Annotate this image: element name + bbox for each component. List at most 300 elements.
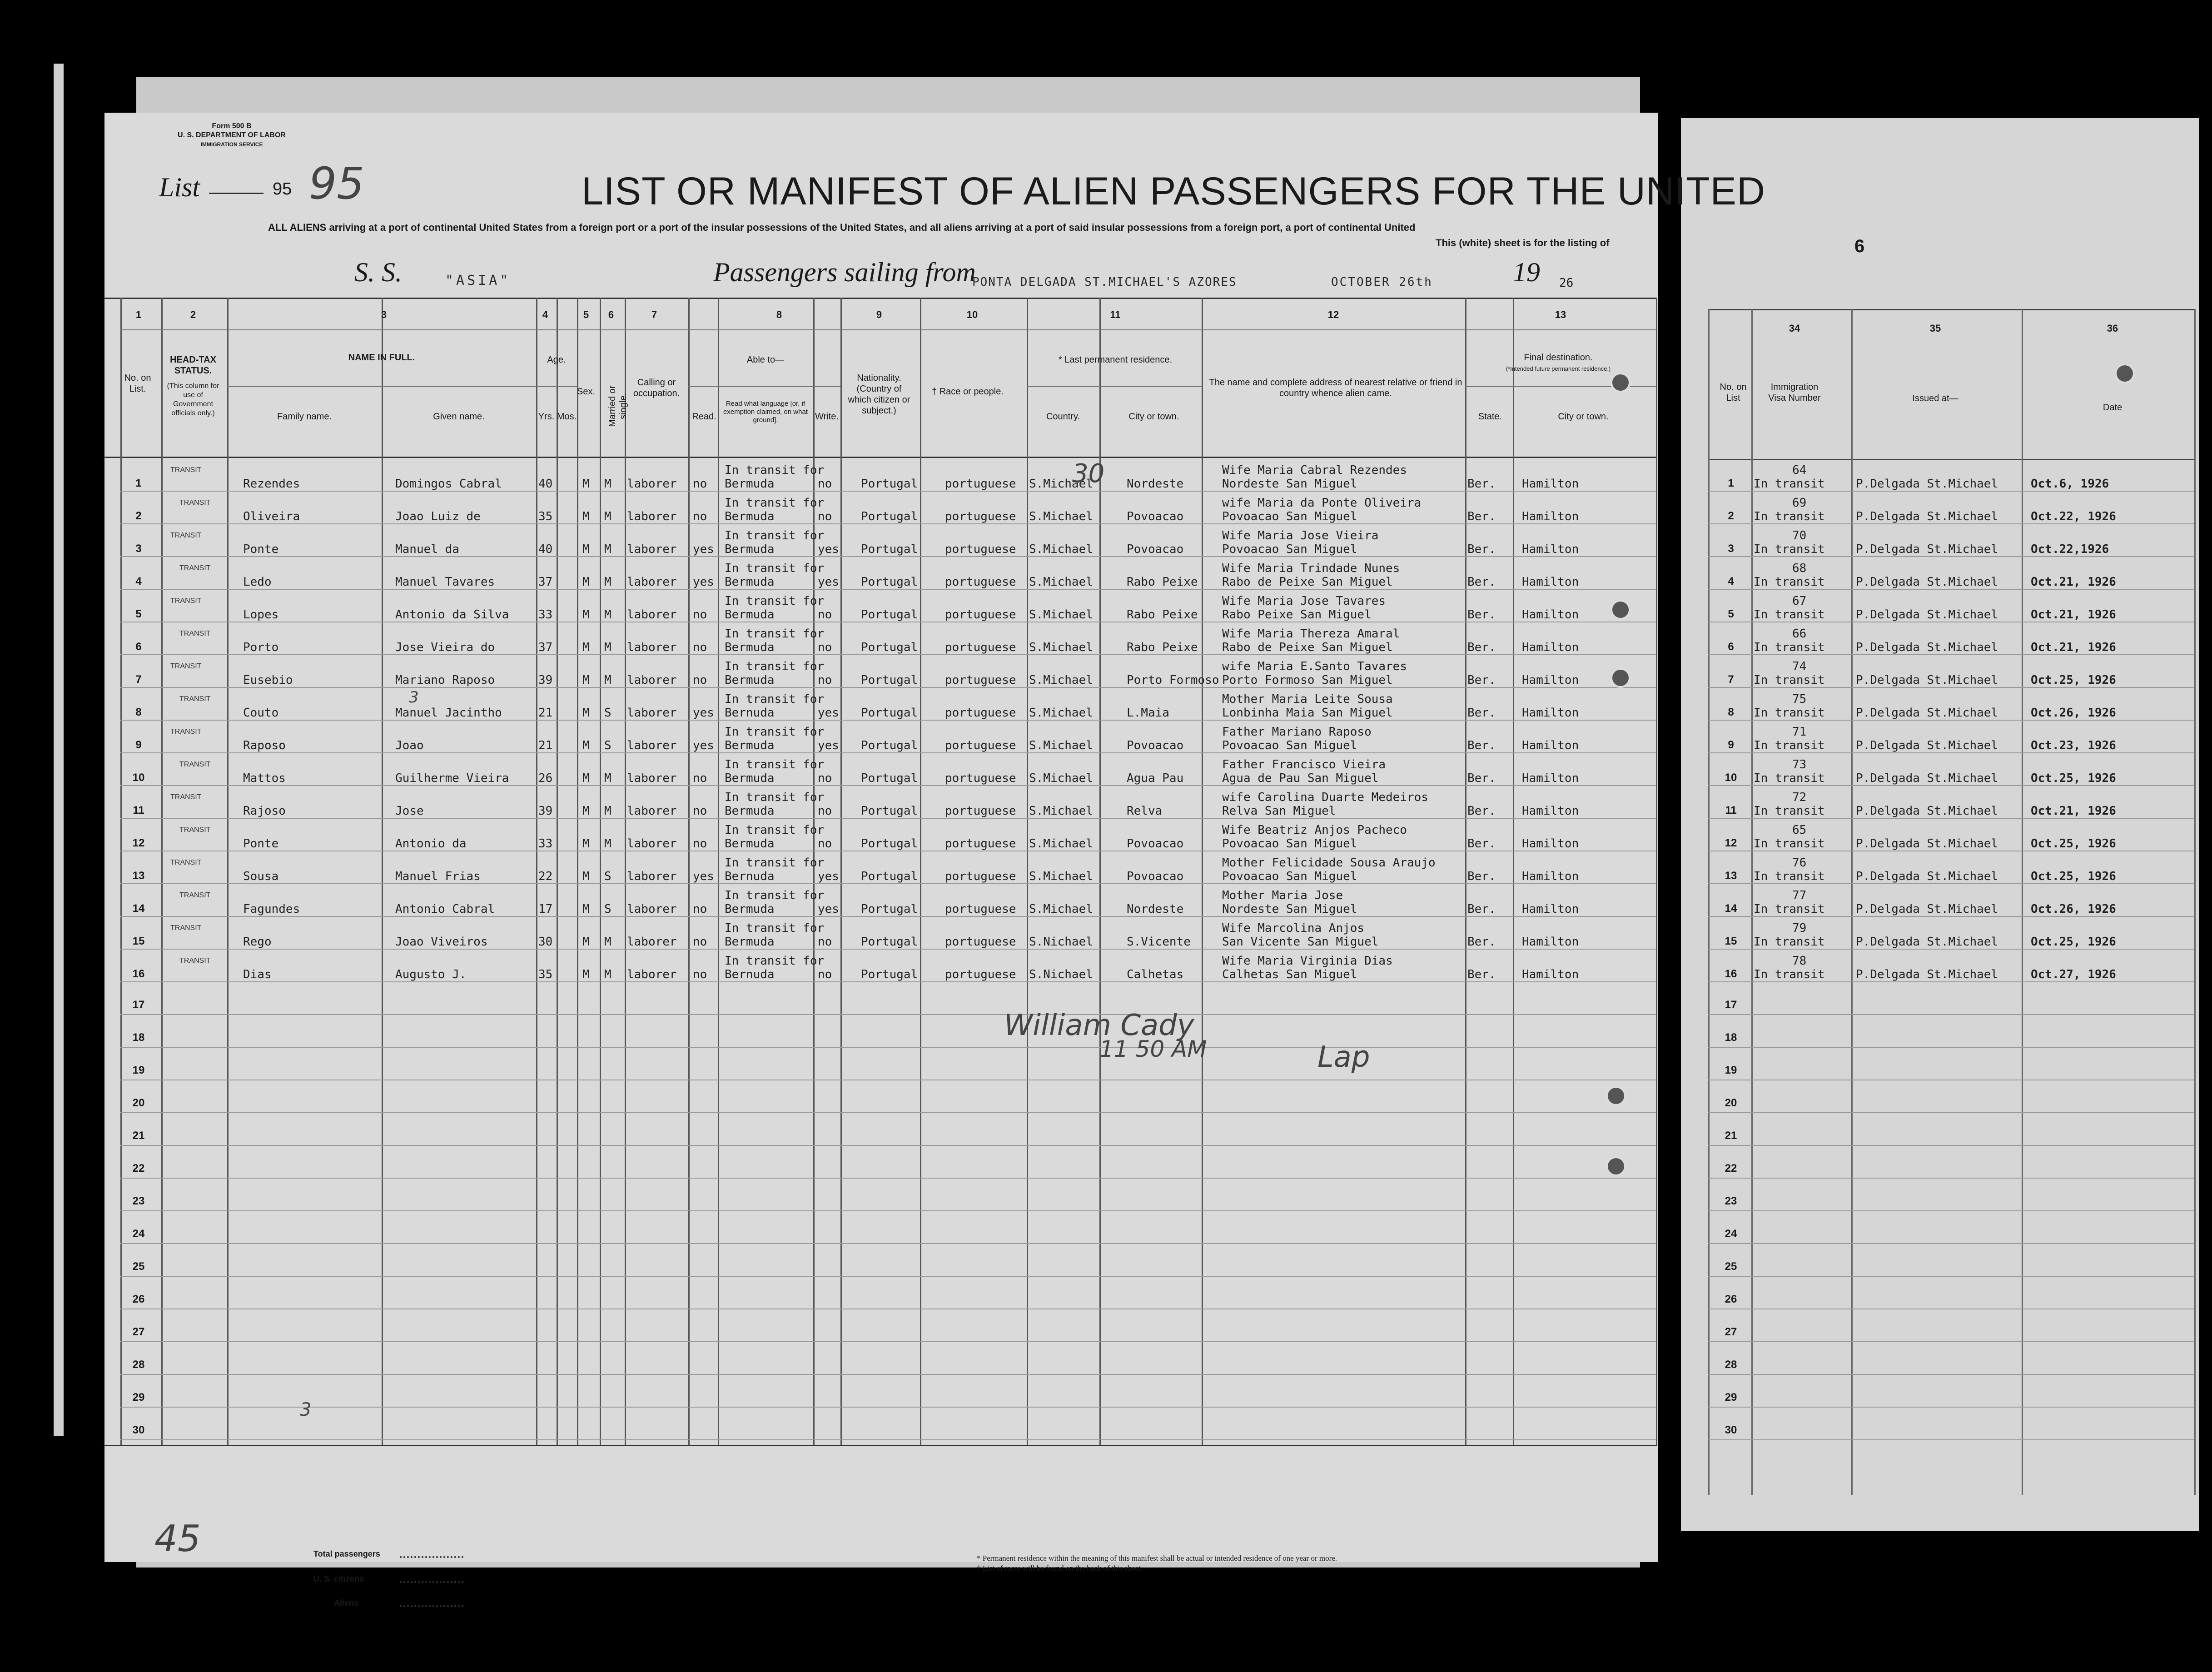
- row-rule: [120, 556, 1656, 557]
- residence-city: Calhetas: [1127, 968, 1184, 981]
- calling: laborer: [627, 771, 677, 785]
- side-row-rule: [1708, 883, 2194, 884]
- can-write: no: [818, 771, 832, 785]
- row-number: 5: [135, 608, 142, 620]
- header-age: Age.: [547, 355, 566, 365]
- given-name: Joao Viveiros: [395, 935, 488, 949]
- issued-at: P.Delgada St.Michael: [1856, 968, 1998, 981]
- age-years: 40: [538, 542, 553, 556]
- read-language-line-1: In transit for: [725, 823, 825, 837]
- calling: laborer: [627, 608, 677, 622]
- issued-at: P.Delgada St.Michael: [1856, 870, 1998, 883]
- residence-city: Nordeste: [1127, 902, 1184, 916]
- relative-address: Rabo Peixe San Miguel: [1222, 608, 1372, 622]
- column-number: 3: [381, 309, 387, 320]
- side-grid-vline: [2022, 309, 2023, 1495]
- marital-status: M: [604, 837, 611, 851]
- head-tax-status: TRANSIT: [179, 695, 211, 703]
- side-row-number: 21: [1725, 1130, 1737, 1142]
- row-number: 26: [132, 1293, 145, 1305]
- nationality: Portugal: [861, 706, 918, 720]
- footer-aliens-dots: [400, 1605, 463, 1607]
- residence-country: S.Michael: [1029, 706, 1093, 720]
- given-name: Augusto J.: [395, 968, 467, 981]
- age-years: 39: [538, 673, 553, 687]
- side-row-number: 10: [1725, 771, 1737, 784]
- side-row-rule: [1708, 818, 2194, 819]
- read-language-line-1: In transit for: [725, 856, 825, 870]
- residence-city: Porto Formoso: [1127, 673, 1219, 687]
- marital-status: M: [604, 542, 611, 556]
- visa-status: In transit: [1754, 477, 1825, 491]
- given-name: Guilherme Vieira: [395, 771, 509, 785]
- row-number: 12: [132, 837, 145, 849]
- family-name: Rego: [243, 935, 272, 949]
- signature-inspector: William Cady: [1004, 1009, 1194, 1042]
- can-write: no: [818, 641, 832, 654]
- side-row-rule: [1708, 752, 2194, 753]
- can-read: no: [693, 968, 707, 981]
- grid-vline: [536, 298, 537, 1445]
- column-number: 12: [1327, 309, 1339, 320]
- residence-city: S.Vicente: [1127, 935, 1191, 949]
- row-rule: [120, 523, 1656, 524]
- side-row-number: 26: [1725, 1293, 1737, 1305]
- can-read: no: [693, 902, 707, 916]
- age-years: 35: [538, 968, 553, 981]
- residence-country: S.Michael: [1029, 870, 1093, 883]
- calling: laborer: [627, 739, 677, 752]
- departure-date: OCTOBER 26th: [1331, 275, 1433, 289]
- relative-name: Wife Maria Jose Vieira: [1222, 529, 1379, 542]
- header-read: Read.: [692, 412, 716, 422]
- can-read: no: [693, 510, 707, 523]
- residence-country: S.Michael: [1029, 641, 1093, 654]
- row-number: 1: [135, 477, 142, 489]
- race: portuguese: [945, 739, 1016, 752]
- can-read: no: [693, 641, 707, 654]
- destination-state: Ber.: [1467, 542, 1496, 556]
- read-language-line-1: In transit for: [725, 627, 825, 641]
- side-row-number: 23: [1725, 1195, 1737, 1207]
- footer-total-dots: [400, 1556, 463, 1558]
- race: portuguese: [945, 968, 1016, 981]
- race: portuguese: [945, 641, 1016, 654]
- visa-status: In transit: [1754, 608, 1825, 622]
- header-write: Write.: [815, 412, 839, 422]
- family-name: Oliveira: [243, 510, 300, 523]
- relative-name: Wife Marcolina Anjos: [1222, 921, 1365, 935]
- row-rule: [120, 1341, 1656, 1342]
- destination-city: Hamilton: [1522, 673, 1579, 687]
- relative-address: Lonbinha Maia San Miguel: [1222, 706, 1393, 720]
- can-read: yes: [693, 542, 714, 556]
- residence-city: Povoacao: [1127, 739, 1184, 752]
- can-write: no: [818, 968, 832, 981]
- header-no-on-list: No. on List.: [124, 373, 151, 394]
- marital-status: M: [604, 968, 611, 981]
- row-number: 3: [135, 542, 142, 555]
- row-rule: [120, 491, 1656, 492]
- sex: M: [582, 837, 590, 851]
- race: portuguese: [945, 706, 1016, 720]
- side-row-number: 7: [1728, 673, 1734, 686]
- relative-name: Wife Maria Cabral Rezendes: [1222, 463, 1407, 477]
- family-name: Rezendes: [243, 477, 300, 491]
- read-language-line-2: Bermuda: [725, 510, 775, 523]
- row-number: 29: [132, 1391, 145, 1403]
- can-write: yes: [818, 902, 839, 916]
- side-row-number: 14: [1725, 902, 1737, 915]
- nationality: Portugal: [861, 902, 918, 916]
- visa-date: Oct.26, 1926: [2031, 902, 2116, 916]
- race: portuguese: [945, 542, 1016, 556]
- row-number: 10: [132, 771, 145, 784]
- visa-number: 71: [1792, 725, 1807, 739]
- row-rule: [120, 785, 1656, 786]
- destination-state: Ber.: [1467, 575, 1496, 589]
- grid-vline: [1202, 298, 1203, 1445]
- side-header-date: Date: [2103, 403, 2123, 413]
- issued-at: P.Delgada St.Michael: [1856, 542, 1998, 556]
- side-row-number: 1: [1728, 477, 1734, 489]
- punch-hole: [1606, 1086, 1626, 1106]
- header-family-name: Family name.: [277, 412, 332, 422]
- row-number: 14: [132, 902, 145, 915]
- sex: M: [582, 641, 590, 654]
- row-rule: [120, 1178, 1656, 1179]
- side-grid-vline: [2194, 309, 2196, 1495]
- row-rule: [120, 687, 1656, 688]
- family-name: Raposo: [243, 739, 286, 752]
- side-row-number: 25: [1725, 1260, 1737, 1273]
- row-number: 28: [132, 1358, 145, 1371]
- visa-number: 72: [1792, 791, 1807, 804]
- residence-city: Povoacao: [1127, 870, 1184, 883]
- row-number: 22: [132, 1162, 145, 1174]
- side-row-number: 11: [1725, 804, 1737, 816]
- side-grid-vline: [1851, 309, 1853, 1495]
- read-language-line-2: Bermuda: [725, 902, 775, 916]
- can-write: no: [818, 837, 832, 851]
- nationality: Portugal: [861, 804, 918, 818]
- row-number: 6: [135, 641, 142, 653]
- residence-city: Nordeste: [1127, 477, 1184, 491]
- residence-country: S.Michael: [1029, 739, 1093, 752]
- side-row-rule: [1708, 1374, 2194, 1375]
- marital-status: M: [604, 641, 611, 654]
- race: portuguese: [945, 477, 1016, 491]
- calling: laborer: [627, 673, 677, 687]
- row-number: 19: [132, 1064, 145, 1076]
- header-head-tax: HEAD-TAX STATUS.: [170, 355, 216, 376]
- visa-date: Oct.23, 1926: [2031, 739, 2116, 752]
- issued-at: P.Delgada St.Michael: [1856, 575, 1998, 589]
- column-number: 8: [776, 309, 782, 320]
- head-tax-status: TRANSIT: [170, 597, 202, 605]
- punch-hole: [1611, 668, 1630, 688]
- pencil-time: 11 50 AM: [1099, 1036, 1207, 1062]
- read-language-line-1: In transit for: [725, 562, 825, 575]
- read-language-line-1: In transit for: [725, 725, 825, 739]
- residence-city: Relva: [1127, 804, 1163, 818]
- residence-country: S.Michael: [1029, 510, 1093, 523]
- side-row-number: 13: [1725, 870, 1737, 882]
- grid-vline: [382, 298, 383, 1445]
- row-number: 20: [132, 1097, 145, 1109]
- side-row-number: 12: [1725, 837, 1737, 849]
- row-number: 9: [135, 739, 142, 751]
- marital-status: M: [604, 673, 611, 687]
- issued-at: P.Delgada St.Michael: [1856, 771, 1998, 785]
- relative-name: Mother Maria Leite Sousa: [1222, 692, 1393, 706]
- head-tax-status: TRANSIT: [179, 630, 211, 637]
- sex: M: [582, 510, 590, 523]
- read-language-line-1: In transit for: [725, 791, 825, 804]
- grid-vline: [625, 298, 626, 1445]
- age-years: 22: [538, 870, 553, 883]
- year-suffix: 26: [1559, 276, 1574, 290]
- destination-state: Ber.: [1467, 706, 1496, 720]
- residence-city: Rabo Peixe: [1127, 608, 1198, 622]
- family-name: Lopes: [243, 608, 279, 622]
- visa-status: In transit: [1754, 968, 1825, 981]
- sex: M: [582, 542, 590, 556]
- calling: laborer: [627, 477, 677, 491]
- sex: M: [582, 804, 590, 818]
- nationality: Portugal: [861, 739, 918, 752]
- side-row-number: 16: [1725, 968, 1737, 980]
- can-write: yes: [818, 870, 839, 883]
- ship-name: "ASIA": [445, 273, 511, 289]
- race: portuguese: [945, 771, 1016, 785]
- issued-at: P.Delgada St.Michael: [1856, 608, 1998, 622]
- side-row-rule: [1708, 491, 2194, 492]
- destination-state: Ber.: [1467, 870, 1496, 883]
- read-language-line-1: In transit for: [725, 758, 825, 771]
- row-rule: [120, 1276, 1656, 1277]
- calling: laborer: [627, 641, 677, 654]
- punch-hole: [2115, 363, 2135, 383]
- side-row-rule: [1708, 1439, 2194, 1440]
- row-rule: [120, 589, 1656, 590]
- form-number: Form 500 B: [212, 122, 252, 130]
- marital-status: M: [604, 935, 611, 949]
- race: portuguese: [945, 575, 1016, 589]
- visa-number: 67: [1792, 594, 1807, 608]
- visa-date: Oct.21, 1926: [2031, 804, 2116, 818]
- destination-city: Hamilton: [1522, 935, 1579, 949]
- calling: laborer: [627, 804, 677, 818]
- grid-vline: [718, 298, 719, 1445]
- grid-vline: [840, 298, 842, 1445]
- column-number: 11: [1110, 309, 1121, 320]
- column-number: 1: [135, 309, 142, 320]
- read-language-line-1: In transit for: [725, 692, 825, 706]
- marital-status: S: [604, 739, 611, 752]
- sex: M: [582, 706, 590, 720]
- nationality: Portugal: [861, 837, 918, 851]
- issued-at: P.Delgada St.Michael: [1856, 804, 1998, 818]
- can-read: yes: [693, 739, 714, 752]
- side-row-rule: [1708, 1243, 2194, 1244]
- row-number: 8: [135, 706, 142, 718]
- visa-date: Oct.25, 1926: [2031, 935, 2116, 949]
- relative-name: wife Maria E.Santo Tavares: [1222, 660, 1407, 673]
- department-name: U. S. DEPARTMENT OF LABOR: [178, 131, 286, 139]
- destination-city: Hamilton: [1522, 575, 1579, 589]
- row-rule: [120, 1439, 1656, 1440]
- visa-number: 66: [1792, 627, 1807, 641]
- relative-address: Nordeste San Miguel: [1222, 477, 1357, 491]
- row-number: 23: [132, 1195, 145, 1207]
- visa-date: Oct.22,1926: [2031, 542, 2109, 556]
- relative-name: Wife Maria Jose Tavares: [1222, 594, 1386, 608]
- side-top-rule: [1708, 309, 2194, 310]
- side-row-rule: [1708, 1178, 2194, 1179]
- side-row-number: 9: [1728, 739, 1734, 751]
- read-language-line-1: In transit for: [725, 660, 825, 673]
- can-read: no: [693, 935, 707, 949]
- destination-state: Ber.: [1467, 804, 1496, 818]
- side-row-rule: [1708, 981, 2194, 982]
- list-label: List: [159, 172, 200, 202]
- column-number: 7: [651, 309, 657, 320]
- sailing-label: Passengers sailing from: [713, 257, 976, 287]
- family-name: Porto: [243, 641, 279, 654]
- destination-state: Ber.: [1467, 968, 1496, 981]
- row-rule: [120, 1243, 1656, 1244]
- row-number: 21: [132, 1130, 145, 1142]
- grid-vline: [120, 298, 122, 1445]
- header-race: † Race or people.: [932, 387, 1004, 397]
- head-tax-status: TRANSIT: [179, 891, 211, 899]
- head-tax-status: TRANSIT: [179, 499, 211, 507]
- table-bottom-rule: [104, 1445, 1657, 1446]
- can-write: no: [818, 510, 832, 523]
- side-row-number: 20: [1725, 1097, 1737, 1109]
- grid-vline: [557, 298, 558, 1445]
- marital-status: M: [604, 575, 611, 589]
- given-name: Domingos Cabral: [395, 477, 502, 491]
- nationality: Portugal: [861, 575, 918, 589]
- head-tax-status: TRANSIT: [179, 826, 211, 834]
- read-language-line-2: Bermuda: [725, 771, 775, 785]
- header-sex: Sex.: [577, 387, 596, 397]
- side-row-number: 8: [1728, 706, 1734, 718]
- read-language-line-2: Bermuda: [725, 739, 775, 752]
- side-col-36: 36: [2107, 323, 2118, 334]
- relative-address: Povoacao San Miguel: [1222, 870, 1357, 883]
- residence-country: S.Michael: [1029, 575, 1093, 589]
- head-tax-status: TRANSIT: [170, 859, 202, 866]
- read-language-line-2: Bernuda: [725, 968, 775, 981]
- family-name: Ponte: [243, 542, 279, 556]
- visa-number: 78: [1792, 954, 1807, 968]
- side-row-number: 17: [1725, 999, 1737, 1011]
- grid-vline: [1513, 298, 1514, 1445]
- head-tax-status: TRANSIT: [170, 532, 202, 539]
- head-tax-status: TRANSIT: [170, 662, 202, 670]
- relative-name: Wife Beatriz Anjos Pacheco: [1222, 823, 1407, 837]
- read-language-line-2: Bermuda: [725, 641, 775, 654]
- column-number: 5: [583, 309, 589, 320]
- side-row-number: 15: [1725, 935, 1737, 947]
- destination-state: Ber.: [1467, 641, 1496, 654]
- nationality: Portugal: [861, 673, 918, 687]
- side-row-rule: [1708, 687, 2194, 688]
- column-number: 13: [1555, 309, 1566, 320]
- nationality: Portugal: [861, 608, 918, 622]
- visa-number: 69: [1792, 496, 1807, 510]
- read-language-line-1: In transit for: [725, 463, 825, 477]
- destination-city: Hamilton: [1522, 902, 1579, 916]
- instructions-line-1: ALL ALIENS arriving at a port of continental United States from a foreign port or a port of the insular possessions of the United States, and all aliens arriving at a port of said insular possessions from a foreign port, a port of continental United: [268, 222, 1416, 233]
- row-number: 30: [132, 1424, 145, 1436]
- read-language-line-1: In transit for: [725, 594, 825, 608]
- residence-city: Rabo Peixe: [1127, 641, 1198, 654]
- destination-city: Hamilton: [1522, 706, 1579, 720]
- destination-state: Ber.: [1467, 673, 1496, 687]
- marital-status: S: [604, 870, 611, 883]
- side-col-34: 34: [1789, 323, 1800, 334]
- side-row-rule: [1708, 556, 2194, 557]
- family-name: Sousa: [243, 870, 279, 883]
- relative-address: Relva San Miguel: [1222, 804, 1336, 818]
- given-name: Manuel Frias: [395, 870, 481, 883]
- visa-number: 79: [1792, 921, 1807, 935]
- relative-address: Nordeste San Miguel: [1222, 902, 1357, 916]
- row-rule: [120, 720, 1656, 721]
- given-name: Mariano Raposo: [395, 673, 495, 687]
- given-name: Jose: [395, 804, 424, 818]
- race: portuguese: [945, 510, 1016, 523]
- relative-address: Calhetas San Miguel: [1222, 968, 1357, 981]
- header-given-name: Given name.: [433, 412, 485, 422]
- issued-at: P.Delgada St.Michael: [1856, 673, 1998, 687]
- family-name: Eusebio: [243, 673, 293, 687]
- visa-status: In transit: [1754, 575, 1825, 589]
- side-row-rule: [1708, 523, 2194, 524]
- relative-name: Wife Maria Trindade Nunes: [1222, 562, 1400, 575]
- header-state: State.: [1478, 412, 1502, 422]
- nationality: Portugal: [861, 771, 918, 785]
- given-name: Antonio da Silva: [395, 608, 509, 622]
- punch-hole: [1611, 373, 1630, 393]
- pencil-note-30: 30: [1072, 459, 1105, 488]
- row-number: 11: [133, 804, 144, 816]
- calling: laborer: [627, 575, 677, 589]
- side-row-rule: [1708, 654, 2194, 655]
- sheet-number: 6: [1854, 236, 1865, 256]
- header-final-destination: Final destination.: [1524, 353, 1593, 363]
- residence-city: Rabo Peixe: [1127, 575, 1198, 589]
- issued-at: P.Delgada St.Michael: [1856, 706, 1998, 720]
- header-dest-city: City or town.: [1558, 412, 1609, 422]
- side-row-number: 24: [1725, 1228, 1737, 1240]
- given-name: Antonio da: [395, 837, 467, 851]
- grid-subrule: [1027, 386, 1202, 387]
- residence-country: S.Michael: [1029, 673, 1093, 687]
- can-write: no: [818, 608, 832, 622]
- calling: laborer: [627, 968, 677, 981]
- side-row-rule: [1708, 1112, 2194, 1113]
- side-row-number: 4: [1728, 575, 1734, 587]
- read-language-line-2: Bernuda: [725, 870, 775, 883]
- relative-name: Mother Felicidade Sousa Araujo: [1222, 856, 1436, 870]
- grid-vline: [920, 298, 921, 1445]
- column-number: 2: [190, 309, 196, 320]
